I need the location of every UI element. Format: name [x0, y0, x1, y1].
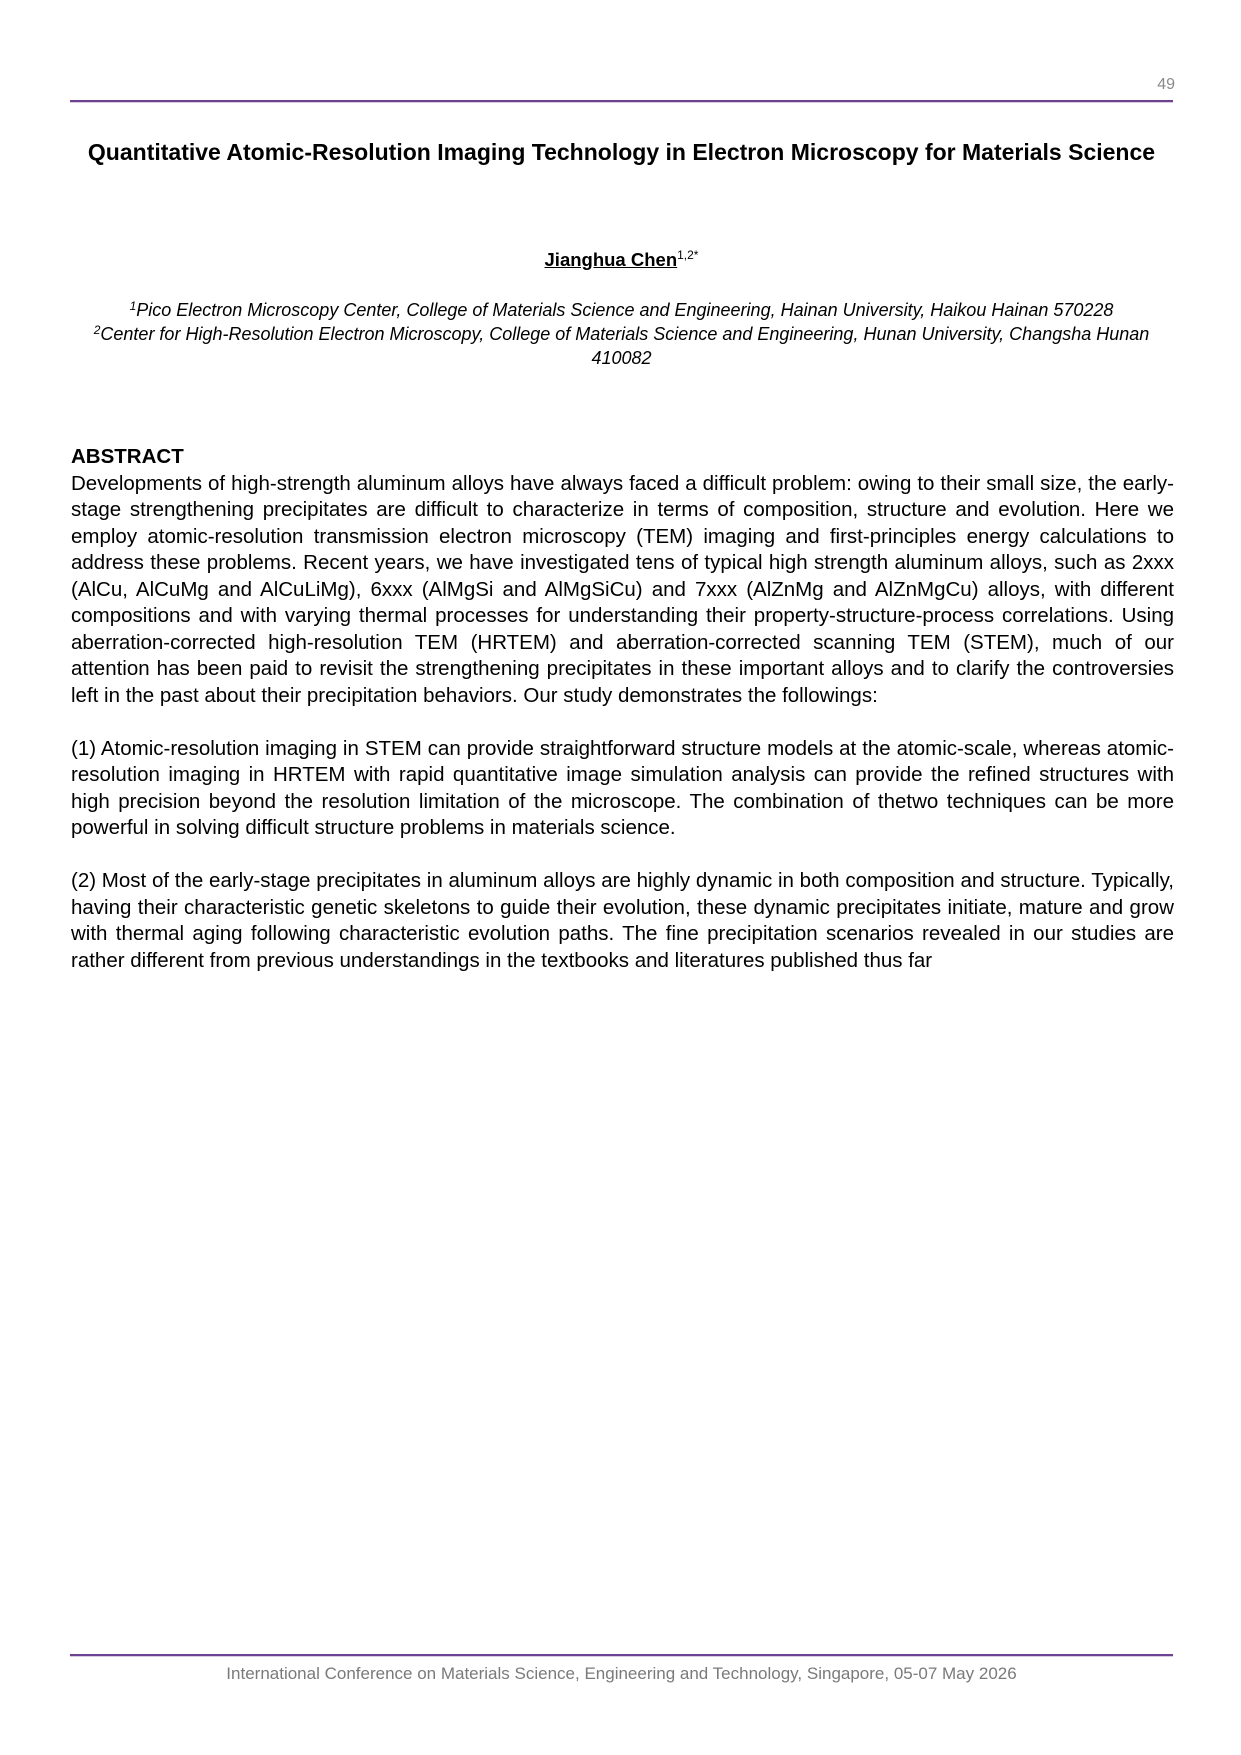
author-superscript: 1,2* [677, 248, 699, 262]
page-number: 49 [1157, 76, 1175, 93]
affiliation-1 [80, 298, 1163, 322]
footer-divider [70, 1654, 1173, 1656]
affiliation-1-text: Pico Electron Microscopy Center, College of Materials Science and Engineering, Hainan University, Haikou Hainan 570228 [136, 300, 1114, 320]
affiliation-1-marker: 1 [129, 299, 137, 313]
abstract-section [71, 444, 1174, 1001]
abstract-heading: ABSTRACT [71, 445, 184, 468]
abstract-paragraph-2: (1) Atomic-resolution imaging in STEM can provide straightforward structure models at the atomic-scale, whereas atomic-resolution imaging in HRTEM with rapid quantitative image simulation analysis can provide the refined structures with high precision beyond the resolution limitation of the microscope. The combination of thetwo techniques can be more powerful in solving difficult structure problems in materials science. [71, 736, 1174, 839]
author-name: Jianghua Chen [544, 249, 678, 270]
affiliations [80, 298, 1163, 370]
abstract-paragraph-1: Developments of high-strength aluminum alloys have always faced a difficult problem: owing to their small size, the early-stage strengthening precipitates are difficult to characterize in terms of composition, structure and evolution. Here we employ atomic-resolution transmission electron microscopy (TEM) imaging and first-principles energy calculations to address these problems. Recent years, we have investigated tens of typical high strength aluminum alloys, such as 2xxx (AlCu, AlCuMg and AlCuLiMg), 6xxx (AlMgSi and AlMgSiCu) and 7xxx (AlZnMg and AlZnMgCu) alloys, with different compositions and with varying thermal processes for understanding their property-structure-process correlations. Using aberration-corrected high-resolution TEM (HRTEM) and aberration-corrected scanning TEM (STEM), much of our attention has been paid to revisit the strengthening precipitates in these important alloys and to clarify the controversies left in the past about their precipitation behaviors. Our study demonstrates the followings: [71, 471, 1174, 707]
abstract-paragraph-3: (2) Most of the early-stage precipitates in aluminum alloys are highly dynamic in both composition and structure. Typically, having their characteristic genetic skeletons to guide their evolution, these dynamic precipitates initiate, mature and grow with thermal aging following characteristic evolution paths. The fine precipitation scenarios revealed in our studies are rather different from previous understandings in the textbooks and literatures published thus far [71, 869, 1174, 972]
affiliation-2-marker: 2 [93, 323, 101, 337]
affiliation-2 [80, 322, 1163, 370]
footer-text: International Conference on Materials Science, Engineering and Technology, Singapore, 05-07 May 2026 [226, 1664, 1017, 1683]
header-divider [70, 100, 1173, 102]
affiliation-2-text: Center for High-Resolution Electron Microscopy, College of Materials Science and Engineering, Hunan University, Changsha Hunan 410082 [100, 324, 1150, 368]
author-line [70, 249, 1173, 271]
paper-title: Quantitative Atomic-Resolution Imaging Technology in Electron Microscopy for Materials Science [87, 139, 1156, 165]
